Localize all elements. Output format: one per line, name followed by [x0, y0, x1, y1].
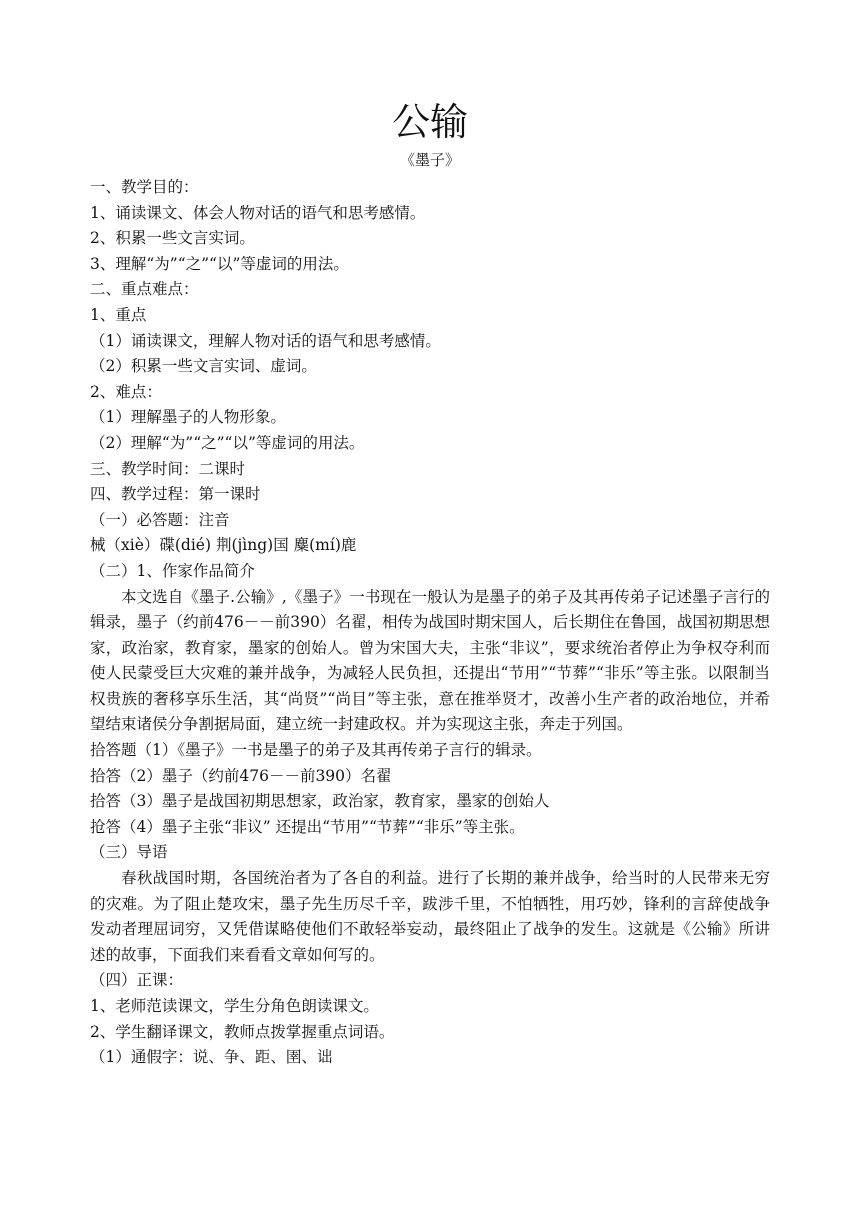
- lesson-step: 2、学生翻译课文，教师点拨掌握重点词语。: [90, 1022, 395, 1041]
- section-heading-objectives: 一、教学目的：: [90, 178, 199, 196]
- section-heading-key-points: 二、重点难点：: [90, 280, 199, 299]
- subheading-main-lesson: （四）正课：: [90, 971, 184, 990]
- lesson-step: （1）通假字：说、争、距、圉、诎: [90, 1048, 333, 1067]
- answer-line: 拾答（3）墨子是战国初期思想家，政治家，教育家，墨家的创始人: [90, 792, 550, 811]
- subheading-required-questions: （一）必答题：注音: [90, 510, 230, 529]
- author-intro-paragraph: 本文选自《墨子.公输》,《墨子》一书现在一般认为是墨子的弟子及其再传弟子记述墨子言行的辑录，墨子（约前476－－前390）名翟，相传为战国时期宋国人，后长期住在鲁国，战国初期思想家，政治家，教育家，墨家的创始人。曾为宋国大夫，主张“非议”，要求统治者停止为争权夺利而使人民蒙受巨大灾难的兼并战争，为减轻人民负担，还提出“节用”“节葬”“非乐”等主张。以限制当权贵族的奢移享乐生活，其“尚贤”“尚目”等主张，意在推举贤才，改善小生产者的政治地位，并希望结束诸侯分争割据局面，建立统一封建政权。并为实现这主张，奔走于列国。: [90, 587, 770, 734]
- pronunciation-line: 械（xiè）碟(dié) 荆(jìng)国 麋(mí)鹿: [90, 536, 357, 555]
- key-point-item: （2）积累一些文言实词、虚词。: [90, 357, 317, 376]
- section-heading-teaching-process: 四、教学过程：第一课时: [90, 485, 261, 504]
- difficult-point-item: （2）理解“为”“之”“以”等虚词的用法。: [90, 433, 365, 452]
- objective-item: 1、诵读课文、体会人物对话的语气和思考感情。: [90, 203, 426, 222]
- section-heading-teaching-time: 三、教学时间：二课时: [90, 459, 246, 478]
- subheading-key-point: 1、重点: [90, 305, 147, 324]
- objective-item: 2、积累一些文言实词。: [90, 229, 255, 248]
- subheading-introduction: （三）导语: [90, 843, 168, 862]
- document-title: 公输: [391, 100, 468, 144]
- document-subtitle: 《墨子》: [399, 151, 460, 169]
- answer-line: 拾答（2）墨子（约前476－－前390）名翟: [90, 766, 392, 785]
- subheading-author-intro: （二）1、作家作品简介: [90, 561, 255, 580]
- key-point-item: （1）诵读课文，理解人物对话的语气和思考感情。: [90, 331, 441, 350]
- answer-line: 抢答（4）墨子主张“非议” 还提出“节用”“节葬”“非乐”等主张。: [90, 817, 525, 836]
- difficult-point-item: （1）理解墨子的人物形象。: [90, 408, 286, 427]
- subheading-difficult-point: 2、难点：: [90, 382, 162, 401]
- objective-item: 3、理解“为”“之”“以”等虚词的用法。: [90, 254, 349, 273]
- introduction-paragraph: 春秋战国时期，各国统治者为了各自的利益。进行了长期的兼并战争，给当时的人民带来无穷的灾难。为了阻止楚攻宋，墨子先生历尽千辛，跋涉千里，不怕牺牲，用巧妙，锋利的言辞使战争发动者理屈词穷，又凭借谋略使他们不敢轻举妄动，最终阻止了战争的发生。这就是《公输》所讲述的故事，下面我们来看看文章如何写的。: [90, 869, 770, 964]
- answer-line: 拾答题（1）《墨子》一书是墨子的弟子及其再传弟子言行的辑录。: [90, 741, 542, 760]
- lesson-step: 1、老师范读课文，学生分角色朗读课文。: [90, 997, 379, 1015]
- document-body: [90, 175, 770, 1071]
